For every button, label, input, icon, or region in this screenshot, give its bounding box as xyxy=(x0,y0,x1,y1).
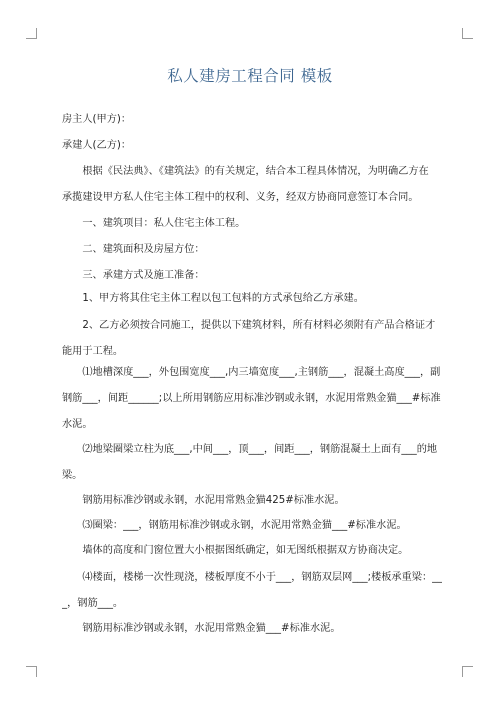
paragraph-sub-2 xyxy=(62,437,442,489)
text-line: ⑴地槽深度___，外包围宽度___,内三墙宽度___,主钢筋___，混凝土高度___，副 xyxy=(62,367,441,378)
text-line: 二、建筑面积及房屋方位： xyxy=(62,244,205,255)
text-line: 钢筋用标准沙钢或永钢，水泥用常熟金猫___#标准水泥。 xyxy=(62,623,341,634)
paragraph-contractor xyxy=(62,133,442,159)
text-line: 钢筋___，间距______;以上所用钢筋应用标准沙钢或永钢，水泥用常熟金猫___#标准 xyxy=(62,393,441,404)
paragraph-wall-note xyxy=(62,538,442,564)
text-line: 能用于工程。 xyxy=(62,346,124,357)
paragraph-clause-2 xyxy=(62,313,442,365)
paragraph-preamble xyxy=(62,159,442,211)
page-corner-mark-top-left xyxy=(26,28,37,39)
text-line: _，钢筋___。 xyxy=(62,598,124,609)
page-corner-mark-top-right xyxy=(462,28,473,39)
paragraph-item-2 xyxy=(62,237,442,263)
document-title: 私人建房工程合同 模板 xyxy=(167,67,333,85)
paragraph-sub-1 xyxy=(62,360,442,438)
text-line: 水泥。 xyxy=(62,419,93,430)
page-corner-mark-bottom-right xyxy=(462,666,473,677)
text-line: 钢筋用标准沙钢或永钢，水泥用常熟金猫425#标准水泥。 xyxy=(62,495,345,506)
text-line: ⑵地梁圈梁立柱为底___,中间___，顶___，间距___，钢筋混凝土上面有___的地 xyxy=(62,444,438,455)
paragraph-sub-3 xyxy=(62,513,442,539)
paragraph-rebar-note-2 xyxy=(62,616,442,642)
text-line: 墙体的高度和门窗位置大小根据图纸确定，如无图纸根据双方协商决定。 xyxy=(62,545,409,556)
text-line: ⑷楼面，楼梯一次性现浇，楼板厚度不小于___，钢筋双层网___;楼板承重梁：__ xyxy=(62,572,442,583)
text-line: 承揽建设甲方私人住宅主体工程中的权利、义务，经双方协商同意签订本合同。 xyxy=(62,192,419,203)
text-line: 1、甲方将其住宅主体工程以包工包料的方式承包给乙方承建。 xyxy=(62,293,364,304)
paragraph-item-1 xyxy=(62,211,442,237)
text-line: 梁。 xyxy=(62,470,83,481)
text-line: 房主人(甲方)： xyxy=(62,114,132,125)
paragraph-sub-4 xyxy=(62,565,442,617)
paragraph-owner xyxy=(62,107,442,133)
page-corner-mark-bottom-left xyxy=(26,666,37,677)
text-line: 2、乙方必须按合同施工，提供以下建筑材料，所有材料必须附有产品合格证才 xyxy=(62,320,436,331)
text-line: 承建人(乙方)： xyxy=(62,140,132,151)
text-line: ⑶圈梁：___，钢筋用标准沙钢或永钢，水泥用常熟金猫___#标准水泥。 xyxy=(62,520,407,531)
paragraph-clause-1 xyxy=(62,286,442,312)
text-line: 根据《民法典》、《建筑法》的有关规定，结合本工程具体情况，为明确乙方在 xyxy=(62,166,429,177)
text-line: 一、建筑项目：私人住宅主体工程。 xyxy=(62,218,246,229)
text-line: 三、承建方式及施工准备： xyxy=(62,270,205,281)
paragraph-rebar-note-1 xyxy=(62,488,442,514)
